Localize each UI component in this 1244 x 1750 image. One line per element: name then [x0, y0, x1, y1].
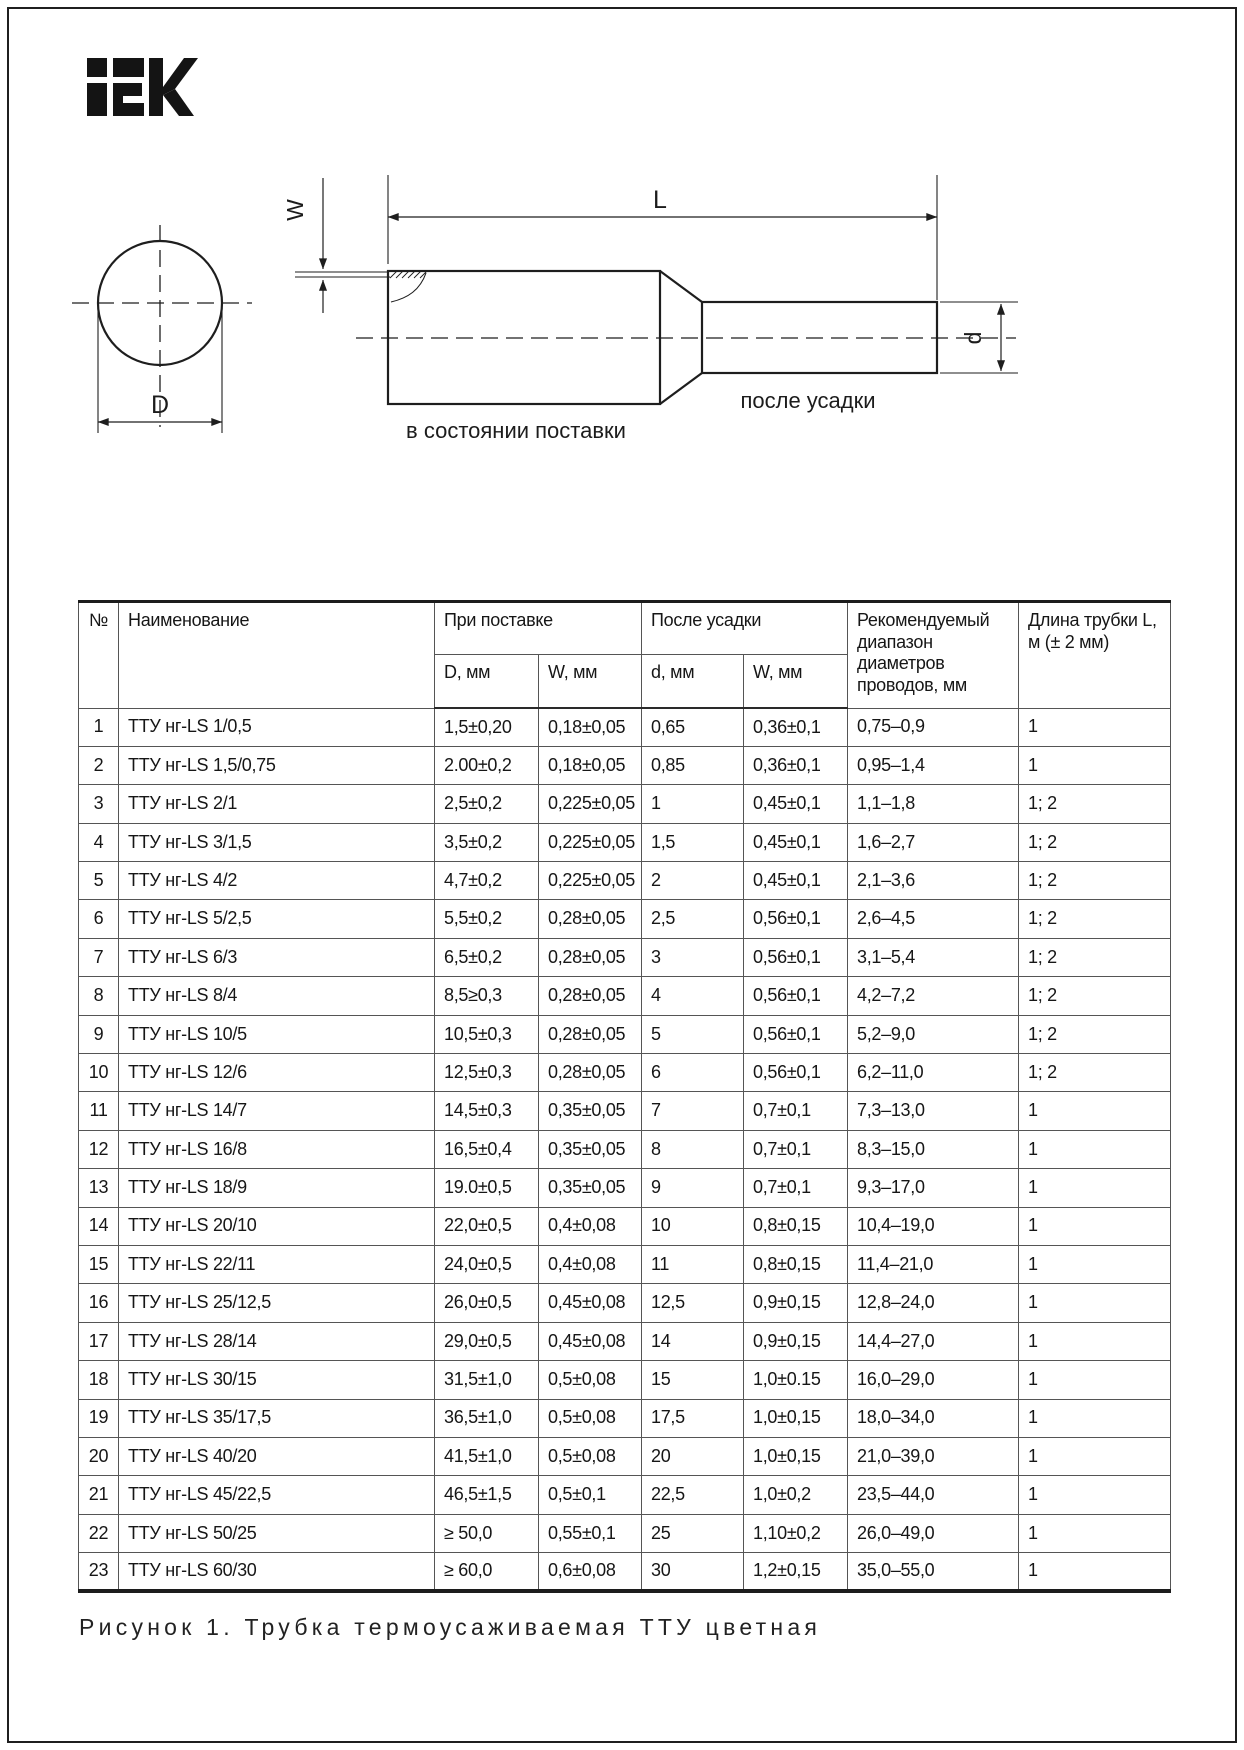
cell-d-shrunk: 6 [642, 1054, 744, 1092]
dimension-label-L: L [653, 186, 667, 214]
cell-w-shrunk: 1,10±0,2 [744, 1514, 848, 1552]
cell-length: 1 [1019, 1399, 1171, 1437]
cell-name: ТТУ нг-LS 10/5 [119, 1015, 435, 1053]
cell-name: ТТУ нг-LS 2/1 [119, 785, 435, 823]
cell-w-shrunk: 1,0±0.15 [744, 1361, 848, 1399]
cell-range: 35,0–55,0 [848, 1553, 1019, 1591]
cell-range: 21,0–39,0 [848, 1437, 1019, 1475]
cell-name: ТТУ нг-LS 16/8 [119, 1130, 435, 1168]
cell-w-supply: 0,55±0,1 [539, 1514, 642, 1552]
cell-d-supply: 5,5±0,2 [435, 900, 539, 938]
cell-length: 1 [1019, 1437, 1171, 1475]
cell-length: 1; 2 [1019, 862, 1171, 900]
table-row [79, 938, 1171, 976]
cell-d-supply: 4,7±0,2 [435, 862, 539, 900]
cell-w-shrunk: 0,56±0,1 [744, 900, 848, 938]
cell-d-shrunk: 0,65 [642, 708, 744, 746]
cell-w-shrunk: 0,56±0,1 [744, 938, 848, 976]
cell-w-shrunk: 0,36±0,1 [744, 708, 848, 746]
cell-w-supply: 0,5±0,08 [539, 1437, 642, 1475]
header-w-supply: W, мм [539, 655, 642, 709]
cell-w-supply: 0,35±0,05 [539, 1130, 642, 1168]
cell-d-supply: ≥ 50,0 [435, 1514, 539, 1552]
cell-name: ТТУ нг-LS 14/7 [119, 1092, 435, 1130]
cell-range: 1,1–1,8 [848, 785, 1019, 823]
cell-range: 2,6–4,5 [848, 900, 1019, 938]
spec-table-header [79, 602, 1171, 709]
cell-w-supply: 0,6±0,08 [539, 1553, 642, 1591]
cell-name: ТТУ нг-LS 50/25 [119, 1514, 435, 1552]
cell-range: 1,6–2,7 [848, 823, 1019, 861]
cell-length: 1 [1019, 1361, 1171, 1399]
cell-d-shrunk: 12,5 [642, 1284, 744, 1322]
cell-length: 1 [1019, 708, 1171, 746]
cell-no: 8 [79, 977, 119, 1015]
cell-w-shrunk: 0,56±0,1 [744, 1015, 848, 1053]
cell-w-supply: 0,45±0,08 [539, 1284, 642, 1322]
cell-range: 8,3–15,0 [848, 1130, 1019, 1168]
cell-name: ТТУ нг-LS 12/6 [119, 1054, 435, 1092]
cell-name: ТТУ нг-LS 4/2 [119, 862, 435, 900]
cell-length: 1 [1019, 1169, 1171, 1207]
cell-no: 5 [79, 862, 119, 900]
front-view-circle [72, 225, 252, 433]
header-d-supply: D, мм [435, 655, 539, 709]
cell-d-supply: 8,5≥0,3 [435, 977, 539, 1015]
cell-range: 10,4–19,0 [848, 1207, 1019, 1245]
dimension-label-W: W [282, 199, 308, 221]
cell-d-shrunk: 10 [642, 1207, 744, 1245]
cell-name: ТТУ нг-LS 3/1,5 [119, 823, 435, 861]
cell-w-supply: 0,28±0,05 [539, 900, 642, 938]
cell-range: 7,3–13,0 [848, 1092, 1019, 1130]
cell-d-supply: 3,5±0,2 [435, 823, 539, 861]
table-row [79, 1169, 1171, 1207]
cell-length: 1; 2 [1019, 785, 1171, 823]
cell-length: 1; 2 [1019, 1015, 1171, 1053]
cell-w-shrunk: 0,56±0,1 [744, 977, 848, 1015]
cell-no: 12 [79, 1130, 119, 1168]
cell-no: 14 [79, 1207, 119, 1245]
cell-d-supply: 26,0±0,5 [435, 1284, 539, 1322]
cell-no: 11 [79, 1092, 119, 1130]
cell-w-shrunk: 0,9±0,15 [744, 1284, 848, 1322]
cell-no: 17 [79, 1322, 119, 1360]
cell-name: ТТУ нг-LS 5/2,5 [119, 900, 435, 938]
cell-w-shrunk: 0,45±0,1 [744, 785, 848, 823]
table-row [79, 1207, 1171, 1245]
table-row [79, 1130, 1171, 1168]
cell-d-shrunk: 5 [642, 1015, 744, 1053]
header-w-shrunk: W, мм [744, 655, 848, 709]
cell-name: ТТУ нг-LS 1,5/0,75 [119, 746, 435, 784]
cell-d-supply: 29,0±0,5 [435, 1322, 539, 1360]
cell-d-supply: ≥ 60,0 [435, 1553, 539, 1591]
cell-w-shrunk: 0,56±0,1 [744, 1054, 848, 1092]
cell-range: 14,4–27,0 [848, 1322, 1019, 1360]
cell-w-supply: 0,45±0,08 [539, 1322, 642, 1360]
cell-w-supply: 0,4±0,08 [539, 1245, 642, 1283]
cell-w-shrunk: 0,45±0,1 [744, 823, 848, 861]
cell-name: ТТУ нг-LS 30/15 [119, 1361, 435, 1399]
cell-d-supply: 1,5±0,20 [435, 708, 539, 746]
cell-w-supply: 0,5±0,1 [539, 1476, 642, 1514]
cell-d-shrunk: 20 [642, 1437, 744, 1475]
cell-w-supply: 0,35±0,05 [539, 1092, 642, 1130]
cell-length: 1 [1019, 1245, 1171, 1283]
cell-d-shrunk: 1,5 [642, 823, 744, 861]
cell-w-supply: 0,225±0,05 [539, 862, 642, 900]
cell-range: 9,3–17,0 [848, 1169, 1019, 1207]
cell-no: 16 [79, 1284, 119, 1322]
table-row [79, 1553, 1171, 1591]
cell-d-shrunk: 17,5 [642, 1399, 744, 1437]
cell-range: 26,0–49,0 [848, 1514, 1019, 1552]
cell-w-shrunk: 0,8±0,15 [744, 1245, 848, 1283]
cell-name: ТТУ нг-LS 6/3 [119, 938, 435, 976]
cell-d-supply: 41,5±1,0 [435, 1437, 539, 1475]
table-row [79, 1092, 1171, 1130]
dimension-label-D: D [150, 391, 170, 419]
cell-length: 1 [1019, 746, 1171, 784]
header-group-shrunk: После усадки [642, 602, 848, 655]
cell-d-shrunk: 2 [642, 862, 744, 900]
cell-name: ТТУ нг-LS 45/22,5 [119, 1476, 435, 1514]
cell-no: 10 [79, 1054, 119, 1092]
cell-range: 0,95–1,4 [848, 746, 1019, 784]
cell-no: 9 [79, 1015, 119, 1053]
cell-w-shrunk: 0,7±0,1 [744, 1130, 848, 1168]
cell-w-supply: 0,5±0,08 [539, 1399, 642, 1437]
cell-name: ТТУ нг-LS 1/0,5 [119, 708, 435, 746]
cell-d-shrunk: 7 [642, 1092, 744, 1130]
cell-w-supply: 0,225±0,05 [539, 785, 642, 823]
cell-w-shrunk: 0,8±0,15 [744, 1207, 848, 1245]
cell-w-supply: 0,4±0,08 [539, 1207, 642, 1245]
table-body [79, 708, 1171, 1591]
cell-d-supply: 10,5±0,3 [435, 1015, 539, 1053]
cell-no: 1 [79, 708, 119, 746]
cell-name: ТТУ нг-LS 8/4 [119, 977, 435, 1015]
table-row [79, 1476, 1171, 1514]
cell-no: 3 [79, 785, 119, 823]
cell-name: ТТУ нг-LS 18/9 [119, 1169, 435, 1207]
cell-range: 16,0–29,0 [848, 1361, 1019, 1399]
cell-w-supply: 0,28±0,05 [539, 977, 642, 1015]
cell-range: 2,1–3,6 [848, 862, 1019, 900]
cell-no: 23 [79, 1553, 119, 1591]
cell-no: 4 [79, 823, 119, 861]
cell-w-shrunk: 0,7±0,1 [744, 1169, 848, 1207]
cell-name: ТТУ нг-LS 28/14 [119, 1322, 435, 1360]
cell-length: 1; 2 [1019, 977, 1171, 1015]
dimension-W [282, 178, 323, 313]
table-row [79, 1437, 1171, 1475]
cell-name: ТТУ нг-LS 60/30 [119, 1553, 435, 1591]
cell-w-supply: 0,28±0,05 [539, 1015, 642, 1053]
heat-shrink-tube-drawing [60, 150, 1100, 470]
cell-d-supply: 12,5±0,3 [435, 1054, 539, 1092]
cell-w-shrunk: 1,0±0,15 [744, 1399, 848, 1437]
cell-range: 6,2–11,0 [848, 1054, 1019, 1092]
table-row [79, 746, 1171, 784]
label-shrunk-state: после усадки [740, 388, 876, 413]
cell-range: 0,75–0,9 [848, 708, 1019, 746]
cell-w-shrunk: 0,7±0,1 [744, 1092, 848, 1130]
cell-no: 20 [79, 1437, 119, 1475]
cell-range: 12,8–24,0 [848, 1284, 1019, 1322]
table-row [79, 1361, 1171, 1399]
cell-w-supply: 0,28±0,05 [539, 938, 642, 976]
table-row [79, 708, 1171, 746]
table-row [79, 1399, 1171, 1437]
cell-w-shrunk: 0,45±0,1 [744, 862, 848, 900]
cell-length: 1; 2 [1019, 900, 1171, 938]
cell-w-supply: 0,28±0,05 [539, 1054, 642, 1092]
cell-length: 1 [1019, 1207, 1171, 1245]
table-row [79, 1245, 1171, 1283]
cell-length: 1 [1019, 1514, 1171, 1552]
cell-d-supply: 19.0±0,5 [435, 1169, 539, 1207]
table-row [79, 1054, 1171, 1092]
cell-d-shrunk: 30 [642, 1553, 744, 1591]
cell-w-supply: 0,18±0,05 [539, 746, 642, 784]
cell-length: 1 [1019, 1092, 1171, 1130]
cell-w-supply: 0,35±0,05 [539, 1169, 642, 1207]
dimension-label-d: d [960, 331, 986, 345]
cell-range: 5,2–9,0 [848, 1015, 1019, 1053]
cell-no: 7 [79, 938, 119, 976]
cell-length: 1; 2 [1019, 823, 1171, 861]
cell-d-shrunk: 15 [642, 1361, 744, 1399]
cell-range: 4,2–7,2 [848, 977, 1019, 1015]
figure-caption: Рисунок 1. Трубка термоусаживаемая ТТУ цветная [79, 1614, 822, 1640]
cell-range: 23,5–44,0 [848, 1476, 1019, 1514]
header-length: Длина трубки L, м (± 2 мм) [1019, 602, 1171, 709]
header-group-supply: При поставке [435, 602, 642, 655]
cell-length: 1 [1019, 1284, 1171, 1322]
cell-w-shrunk: 1,0±0,15 [744, 1437, 848, 1475]
cell-length: 1 [1019, 1553, 1171, 1591]
cell-d-shrunk: 2,5 [642, 900, 744, 938]
cell-d-supply: 46,5±1,5 [435, 1476, 539, 1514]
cell-w-supply: 0,5±0,08 [539, 1361, 642, 1399]
dimension-L [388, 175, 937, 300]
cell-no: 18 [79, 1361, 119, 1399]
cell-d-supply: 16,5±0,4 [435, 1130, 539, 1168]
cell-d-shrunk: 22,5 [642, 1476, 744, 1514]
cell-d-supply: 31,5±1,0 [435, 1361, 539, 1399]
cell-d-supply: 2.00±0,2 [435, 746, 539, 784]
table-row [79, 900, 1171, 938]
cell-d-shrunk: 0,85 [642, 746, 744, 784]
table-row [79, 1514, 1171, 1552]
cell-no: 2 [79, 746, 119, 784]
header-name: Наименование [119, 602, 435, 709]
cell-name: ТТУ нг-LS 25/12,5 [119, 1284, 435, 1322]
label-supply-state: в состоянии поставки [406, 418, 626, 443]
cell-no: 22 [79, 1514, 119, 1552]
cell-d-shrunk: 4 [642, 977, 744, 1015]
cell-no: 6 [79, 900, 119, 938]
cell-no: 21 [79, 1476, 119, 1514]
cell-w-shrunk: 1,2±0,15 [744, 1553, 848, 1591]
cell-range: 18,0–34,0 [848, 1399, 1019, 1437]
cell-d-shrunk: 25 [642, 1514, 744, 1552]
cell-w-supply: 0,225±0,05 [539, 823, 642, 861]
table-row [79, 823, 1171, 861]
cell-d-shrunk: 1 [642, 785, 744, 823]
header-d-shrunk: d, мм [642, 655, 744, 709]
header-no: № [79, 602, 119, 709]
cell-d-shrunk: 14 [642, 1322, 744, 1360]
cell-d-supply: 24,0±0,5 [435, 1245, 539, 1283]
cell-d-supply: 6,5±0,2 [435, 938, 539, 976]
cell-d-shrunk: 9 [642, 1169, 744, 1207]
cell-length: 1 [1019, 1130, 1171, 1168]
table-row [79, 977, 1171, 1015]
cell-name: ТТУ нг-LS 40/20 [119, 1437, 435, 1475]
cell-w-shrunk: 1,0±0,2 [744, 1476, 848, 1514]
table-row [79, 862, 1171, 900]
cell-w-supply: 0,18±0,05 [539, 708, 642, 746]
cell-d-supply: 14,5±0,3 [435, 1092, 539, 1130]
cell-range: 3,1–5,4 [848, 938, 1019, 976]
cell-range: 11,4–21,0 [848, 1245, 1019, 1283]
header-range: Рекомендуемый диапазон диаметров проводов, мм [848, 602, 1019, 709]
cell-no: 19 [79, 1399, 119, 1437]
cell-d-shrunk: 11 [642, 1245, 744, 1283]
cell-length: 1; 2 [1019, 1054, 1171, 1092]
cell-name: ТТУ нг-LS 22/11 [119, 1245, 435, 1283]
cell-d-supply: 2,5±0,2 [435, 785, 539, 823]
cell-w-shrunk: 0,9±0,15 [744, 1322, 848, 1360]
table-row [79, 1322, 1171, 1360]
cell-length: 1 [1019, 1476, 1171, 1514]
cell-w-shrunk: 0,36±0,1 [744, 746, 848, 784]
cell-name: ТТУ нг-LS 35/17,5 [119, 1399, 435, 1437]
table-row [79, 1284, 1171, 1322]
table-row [79, 1015, 1171, 1053]
cell-no: 13 [79, 1169, 119, 1207]
cell-d-supply: 36,5±1,0 [435, 1399, 539, 1437]
cell-d-supply: 22,0±0,5 [435, 1207, 539, 1245]
cell-length: 1 [1019, 1322, 1171, 1360]
cell-name: ТТУ нг-LS 20/10 [119, 1207, 435, 1245]
cell-no: 15 [79, 1245, 119, 1283]
cell-d-shrunk: 3 [642, 938, 744, 976]
spec-table [78, 600, 1171, 1593]
cell-length: 1; 2 [1019, 938, 1171, 976]
cell-d-shrunk: 8 [642, 1130, 744, 1168]
iek-logo-glyphs [87, 58, 198, 116]
table-row [79, 785, 1171, 823]
iek-logo [86, 57, 198, 117]
